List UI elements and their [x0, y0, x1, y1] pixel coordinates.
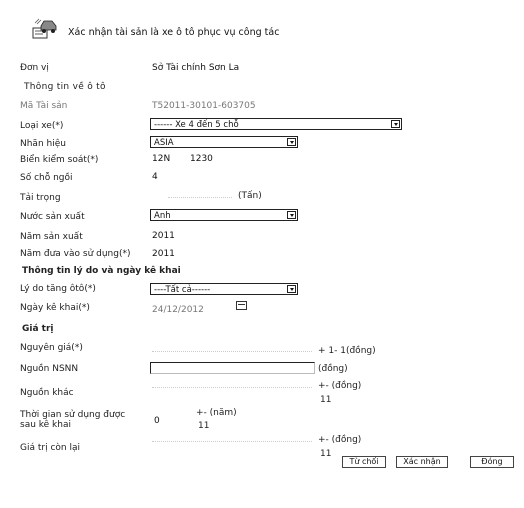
nguon-khac-input[interactable]: [152, 387, 312, 389]
chevron-down-icon: [287, 211, 296, 219]
calendar-icon[interactable]: [236, 301, 247, 310]
loai-xe-value: ------ Xe 4 đến 5 chỗ: [154, 120, 239, 130]
chevron-down-icon: [391, 120, 400, 128]
thoi-gian-label-1: Thời gian sử dụng được: [20, 410, 126, 420]
xac-nhan-button[interactable]: Xác nhận: [396, 456, 448, 468]
so-cho-ngoi-value[interactable]: 4: [152, 172, 158, 182]
gia-tri-con-lai-suffix-1: +- (đồng): [318, 435, 362, 445]
nam-san-xuat-value[interactable]: 2011: [152, 231, 175, 241]
loai-xe-select[interactable]: [150, 118, 402, 130]
bien-kiem-soat-value-1[interactable]: 12N: [152, 154, 171, 164]
nguon-nsnn-suffix: (đồng): [318, 364, 348, 374]
thoi-gian-suffix-1: +- (năm): [196, 408, 237, 418]
loai-xe-label: Loại xe(*): [20, 121, 64, 131]
section-thong-tin-oto: Thông tin về ô tô: [24, 82, 106, 92]
ma-tai-san-label: Mã Tài sản: [20, 101, 68, 111]
nguyen-gia-label: Nguyên giá(*): [20, 343, 83, 353]
tai-trong-label: Tải trọng: [20, 193, 61, 203]
nuoc-san-xuat-label: Nước sản xuất: [20, 212, 85, 222]
nhan-hieu-value: ASIA: [154, 138, 174, 148]
dialog-title: Xác nhận tài sản là xe ô tô phục vụ công tác: [68, 27, 280, 38]
tu-choi-button[interactable]: Từ chối: [342, 456, 386, 468]
don-vi-value: Sở Tài chính Sơn La: [152, 63, 240, 73]
nguyen-gia-input[interactable]: [152, 351, 312, 353]
nguon-khac-suffix-2: 11: [320, 395, 332, 405]
nhan-hieu-select[interactable]: [150, 136, 298, 148]
thoi-gian-suffix-2: 11: [198, 421, 210, 431]
tai-trong-input[interactable]: [168, 197, 232, 199]
ly-do-tang-label: Lý do tăng ôtô(*): [20, 284, 96, 294]
nam-su-dung-value[interactable]: 2011: [152, 249, 175, 259]
section-gia-tri: Giá trị: [22, 324, 54, 334]
dong-button[interactable]: Đóng: [470, 456, 514, 468]
nguyen-gia-suffix: + 1- 1(đồng): [318, 346, 376, 356]
nguon-nsnn-input[interactable]: [150, 362, 315, 374]
ly-do-tang-value: ----Tất cả------: [154, 285, 211, 295]
nguon-khac-suffix-1: +- (đồng): [318, 381, 362, 391]
nuoc-san-xuat-select[interactable]: [150, 209, 298, 221]
nuoc-san-xuat-value: Anh: [154, 211, 171, 221]
nguon-nsnn-label: Nguồn NSNN: [20, 364, 79, 374]
thoi-gian-label-2: sau kê khai: [20, 420, 71, 430]
nhan-hieu-label: Nhãn hiệu: [20, 139, 66, 149]
don-vi-label: Đơn vị: [20, 63, 49, 73]
ngay-ke-khai-value[interactable]: 24/12/2012: [152, 305, 204, 315]
nguon-khac-label: Nguồn khác: [20, 388, 74, 398]
thoi-gian-value[interactable]: 0: [154, 416, 160, 426]
chevron-down-icon: [287, 138, 296, 146]
tai-trong-unit: (Tấn): [238, 191, 262, 201]
bien-kiem-soat-value-2[interactable]: 1230: [190, 154, 213, 164]
ly-do-tang-select[interactable]: [150, 283, 298, 295]
bien-kiem-soat-label: Biển kiểm soát(*): [20, 155, 99, 165]
nam-san-xuat-label: Năm sản xuất: [20, 232, 83, 242]
gia-tri-con-lai-suffix-2: 11: [320, 449, 332, 459]
chevron-down-icon: [287, 285, 296, 293]
car-document-icon: [32, 18, 58, 40]
ma-tai-san-value: T52011-30101-603705: [152, 101, 256, 111]
nam-su-dung-label: Năm đưa vào sử dụng(*): [20, 249, 131, 259]
ngay-ke-khai-label: Ngày kê khai(*): [20, 303, 90, 313]
so-cho-ngoi-label: Số chỗ ngồi: [20, 173, 73, 183]
gia-tri-con-lai-input[interactable]: [152, 441, 312, 443]
gia-tri-con-lai-label: Giá trị còn lại: [20, 443, 80, 453]
section-ly-do: Thông tin lý do và ngày kê khai: [22, 266, 181, 276]
